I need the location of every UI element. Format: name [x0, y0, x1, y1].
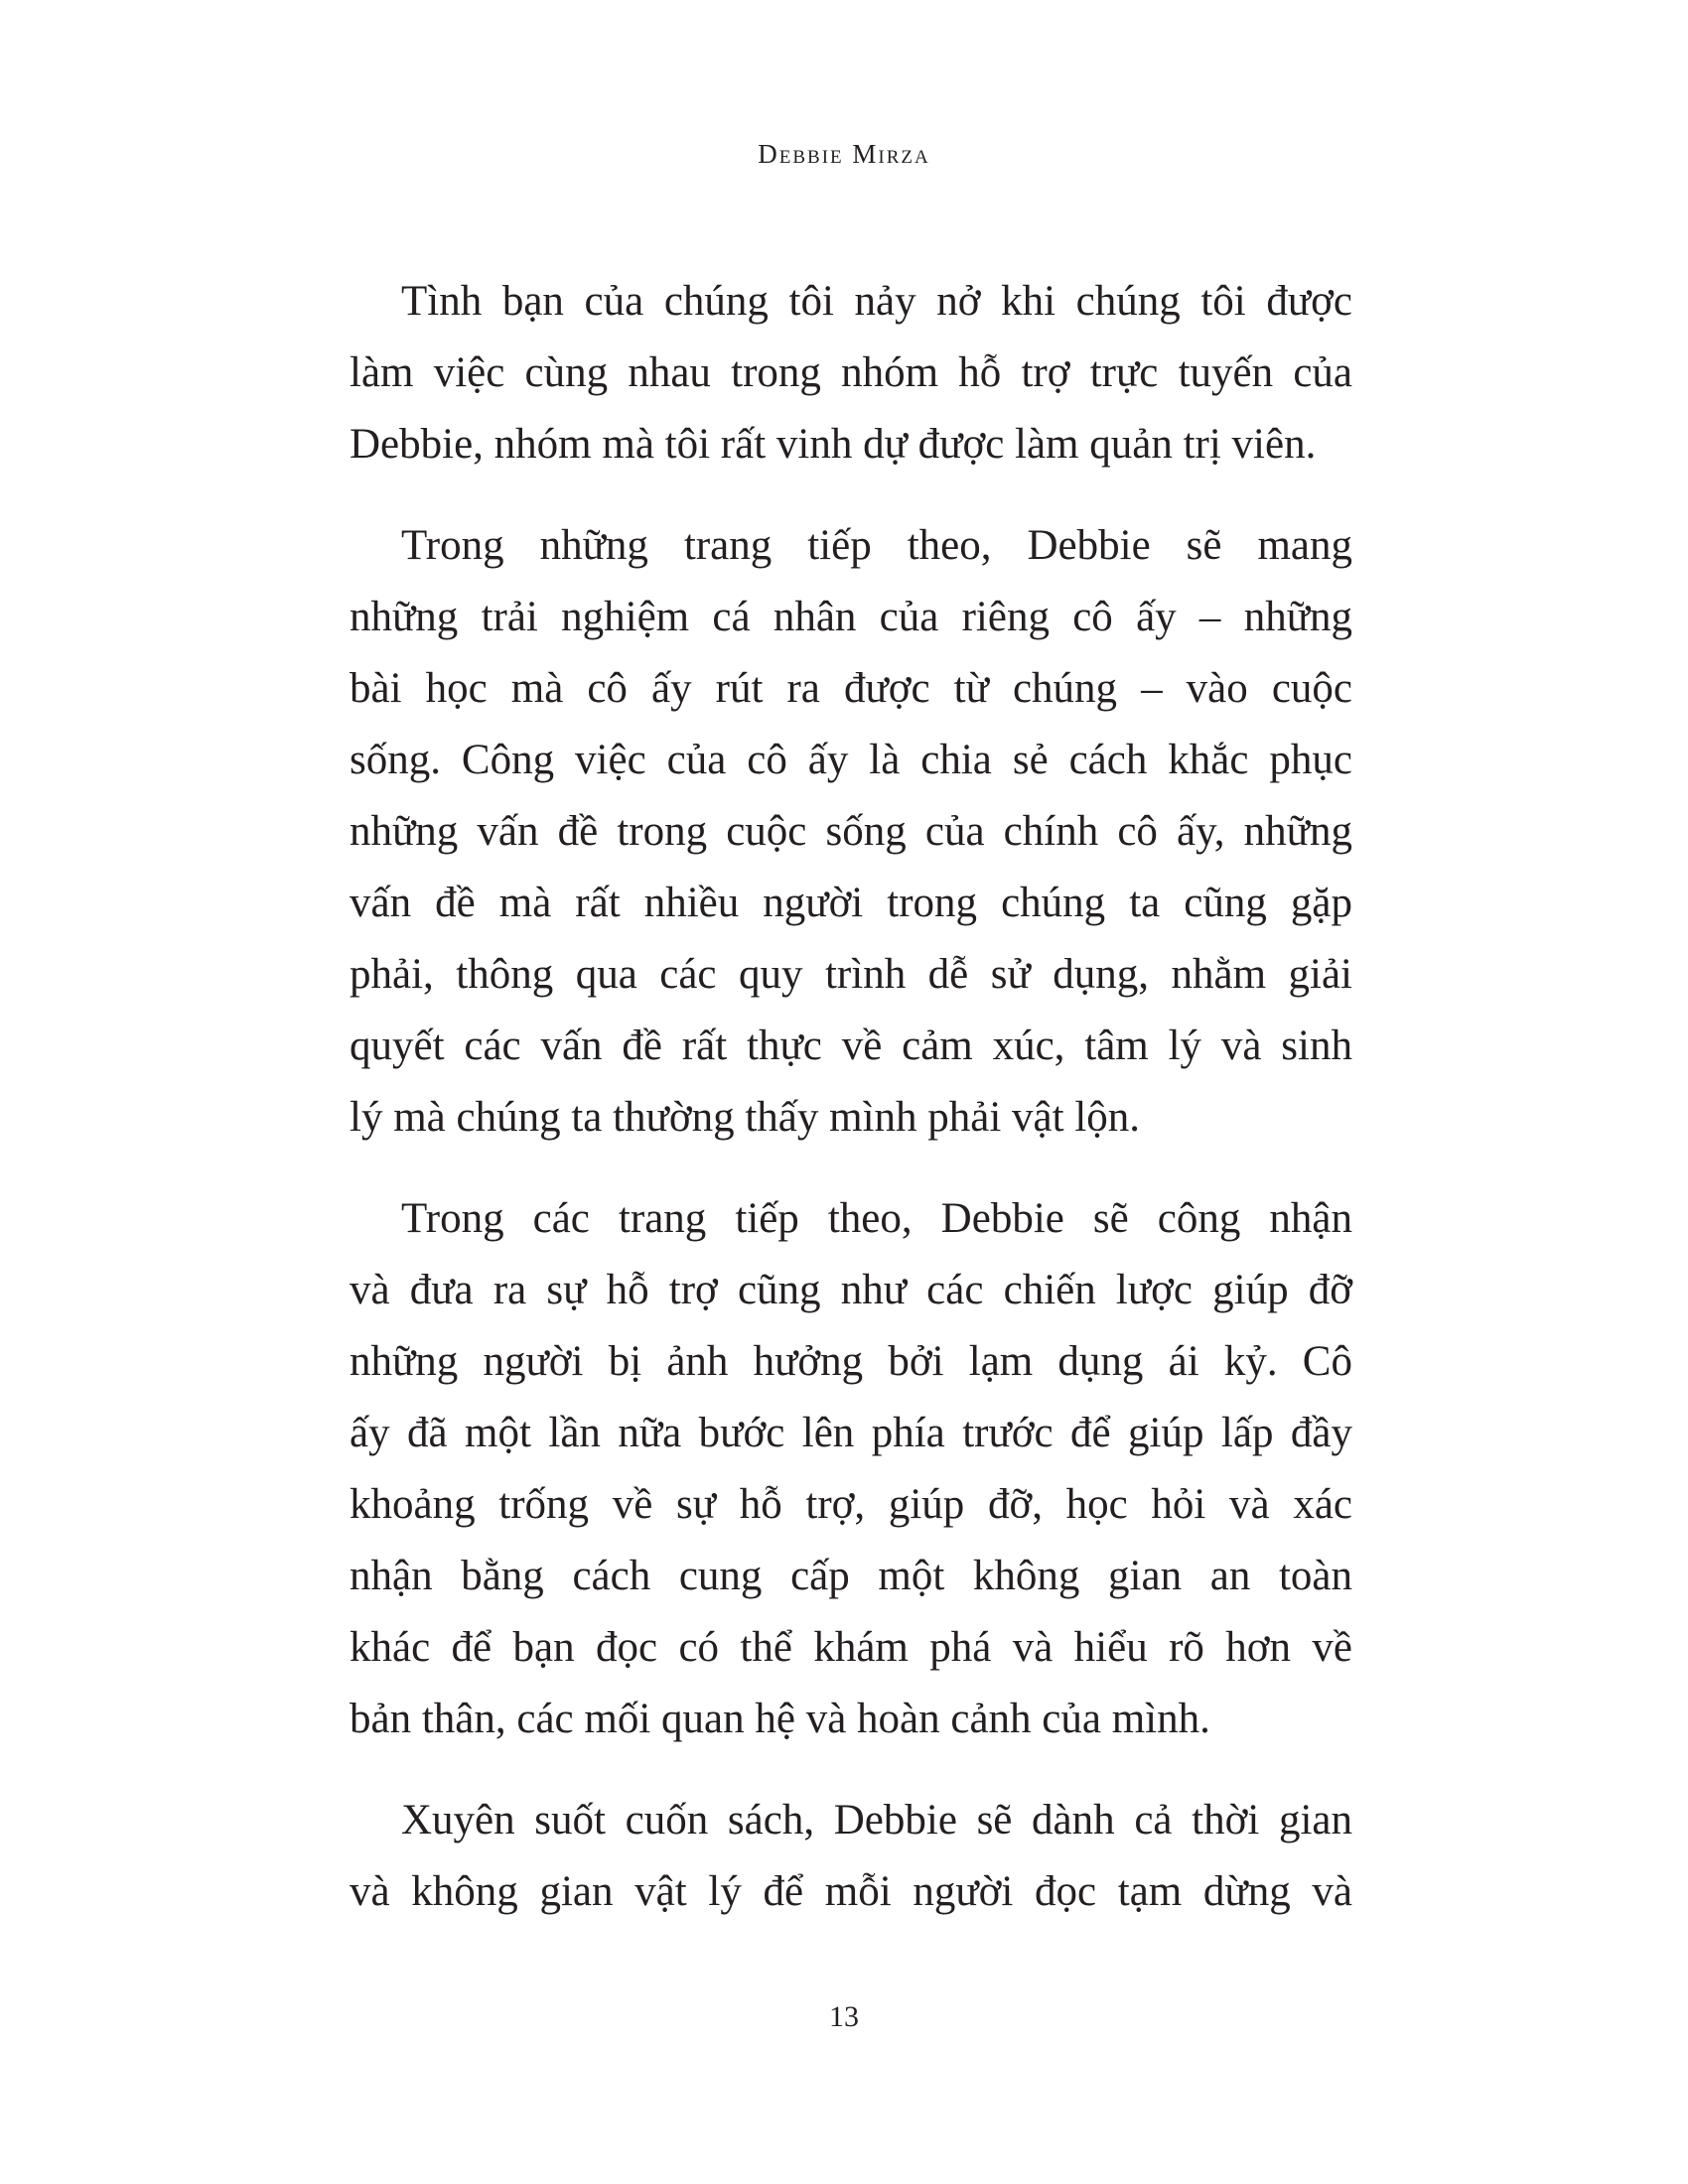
- text-line: bài học mà cô ấy rút ra được từ chúng – vào cuộc: [350, 665, 1352, 712]
- text-line: nhận bằng cách cung cấp một không gian an toàn: [350, 1553, 1352, 1599]
- running-head: Debbie Mirza: [758, 139, 930, 169]
- paragraph-4: [350, 1785, 1352, 1928]
- text-line: Xuyên suốt cuốn sách, Debbie sẽ dành cả thời gian: [401, 1797, 1352, 1843]
- text-line: và đưa ra sự hỗ trợ cũng như các chiến lược giúp đỡ: [350, 1267, 1352, 1313]
- paragraph-1: [350, 266, 1352, 480]
- paragraph-2: [350, 510, 1352, 1154]
- text-line: vấn đề mà rất nhiều người trong chúng ta cũng gặp: [350, 880, 1352, 926]
- text-line: phải, thông qua các quy trình dễ sử dụng, nhằm giải: [350, 951, 1352, 998]
- text-line: Debbie, nhóm mà tôi rất vinh dự được làm quản trị viên.: [350, 421, 1317, 468]
- body-text: [350, 266, 1352, 1958]
- text-line: những vấn đề trong cuộc sống của chính cô ấy, những: [350, 808, 1352, 855]
- text-line: Trong những trang tiếp theo, Debbie sẽ mang: [401, 522, 1352, 569]
- text-line: những người bị ảnh hưởng bởi lạm dụng ái kỷ. Cô: [350, 1338, 1352, 1385]
- text-line: Tình bạn của chúng tôi nảy nở khi chúng tôi được: [401, 278, 1352, 325]
- page-number: 13: [829, 2000, 859, 2033]
- text-line: Trong các trang tiếp theo, Debbie sẽ công nhận: [401, 1195, 1352, 1242]
- text-line: khoảng trống về sự hỗ trợ, giúp đỡ, học hỏi và xác: [350, 1481, 1352, 1528]
- text-line: những trải nghiệm cá nhân của riêng cô ấy – những: [350, 594, 1352, 640]
- text-line: bản thân, các mối quan hệ và hoàn cảnh của mình.: [350, 1696, 1210, 1742]
- text-line: ấy đã một lần nữa bước lên phía trước để giúp lấp đầy: [350, 1410, 1352, 1456]
- text-line: sống. Công việc của cô ấy là chia sẻ cách khắc phục: [350, 737, 1352, 783]
- paragraph-3: [350, 1183, 1352, 1755]
- text-line: lý mà chúng ta thường thấy mình phải vật lộn.: [350, 1094, 1141, 1141]
- text-line: làm việc cùng nhau trong nhóm hỗ trợ trực tuyến của: [350, 349, 1352, 396]
- text-line: quyết các vấn đề rất thực về cảm xúc, tâm lý và sinh: [350, 1023, 1352, 1069]
- text-line: và không gian vật lý để mỗi người đọc tạm dừng và: [350, 1868, 1352, 1915]
- text-line: khác để bạn đọc có thể khám phá và hiểu rõ hơn về: [350, 1624, 1352, 1671]
